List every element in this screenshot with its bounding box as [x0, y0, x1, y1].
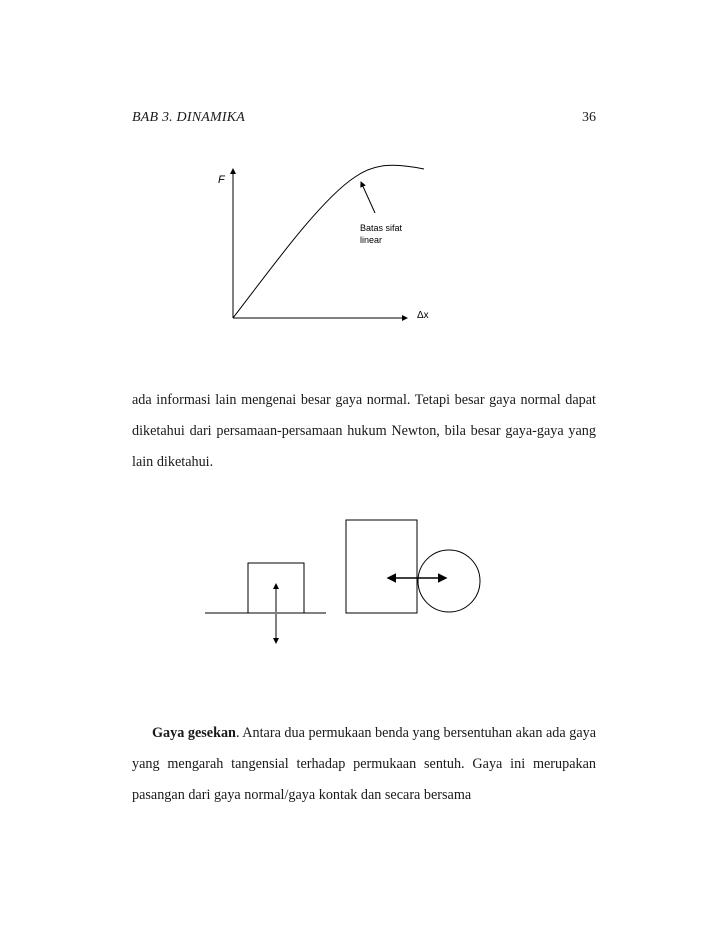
normal-force-figure: [190, 510, 500, 660]
page-header: [132, 110, 596, 126]
force-curve: [233, 165, 424, 318]
page-number: 36: [582, 110, 596, 125]
x-axis-label: Δx: [417, 310, 429, 321]
annotation-label-line1: Batas sifat: [360, 223, 403, 233]
friction-heading: Gaya gesekan: [152, 725, 236, 741]
annotation-label-line2: linear: [360, 235, 383, 245]
force-displacement-figure: [200, 155, 460, 335]
ball: [418, 550, 480, 612]
y-axis-label: F: [218, 174, 225, 186]
annotation-arrow: [361, 182, 375, 213]
chapter-title: BAB 3. DINAMIKA: [132, 110, 246, 125]
paragraph-normal-force: ada informasi lain mengenai besar gaya normal. Tetapi besar gaya normal dapat diketahui dari persamaan-persamaan hukum Newton, bila besar gaya-gaya yang lain diketahui.: [132, 392, 596, 470]
friction-text: . Antara dua permukaan benda yang bersentuhan akan ada gaya yang mengarah tangensial terhadap permukaan sentuh. Gaya ini merupakan pasangan dari gaya normal/gaya kontak dan secara bersama: [132, 725, 597, 803]
paragraph-friction: [132, 718, 596, 811]
tall-block: [346, 520, 417, 613]
